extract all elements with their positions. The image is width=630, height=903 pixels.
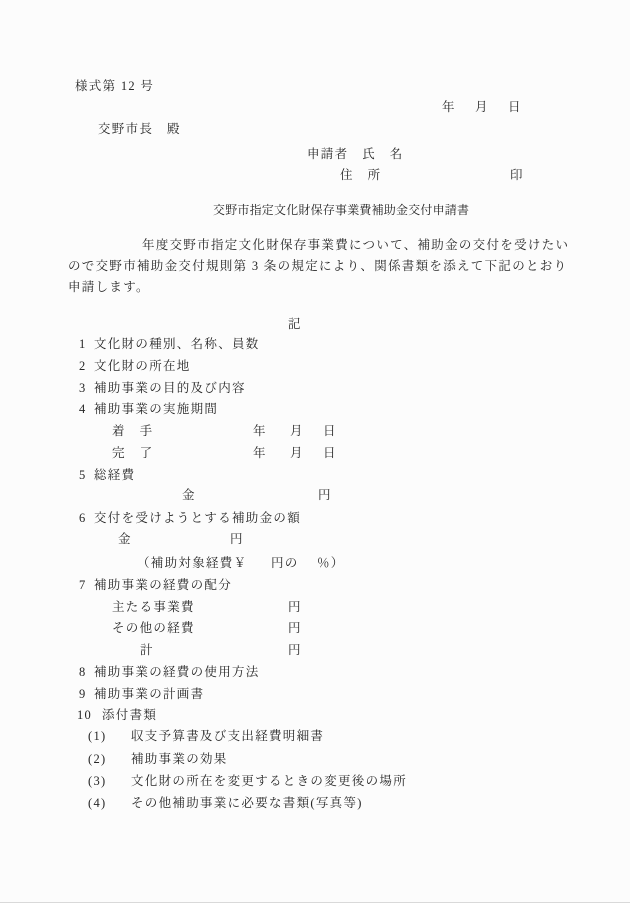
allocation-label: その他の経費 (112, 621, 195, 635)
note-prefix: （補助対象経費￥ (137, 556, 248, 570)
item-label: 添付書類 (102, 708, 158, 722)
item-1 (0, 337, 630, 353)
month-label: 月 (290, 424, 304, 438)
item-label: 補助事業の計画書 (94, 687, 205, 701)
allocation-row-other (0, 621, 630, 637)
item-number: 1 (79, 337, 87, 351)
attachment-label: 文化財の所在を変更するときの変更後の場所 (131, 774, 408, 788)
subsidy-amount-row (0, 532, 630, 548)
applicant-name-label: 申請者 氏 名 (307, 147, 404, 161)
day-label: 日 (323, 424, 337, 438)
item-3 (0, 381, 630, 397)
item-number: 8 (79, 665, 87, 679)
item-7 (0, 578, 630, 594)
attachment-label: 収支予算書及び支出経費明細書 (131, 729, 325, 743)
item-number: 5 (79, 468, 87, 482)
yen-unit-label: 円 (230, 532, 244, 546)
allocation-row-main (0, 600, 630, 616)
item-label: 交付を受けようとする補助金の額 (94, 511, 302, 525)
allocation-total-label: 計 (140, 643, 154, 657)
item-5 (0, 468, 630, 484)
month-label: 月 (475, 100, 489, 114)
item-6 (0, 511, 630, 527)
currency-prefix: 金 (118, 532, 132, 546)
attachment-2 (0, 752, 630, 768)
allocation-row-total (0, 643, 630, 659)
year-label: 年 (253, 446, 267, 460)
day-label: 日 (508, 100, 522, 114)
address-line (0, 168, 630, 184)
year-label: 年 (442, 100, 456, 114)
item-number: 7 (79, 578, 87, 592)
date-line (0, 100, 630, 116)
item-label: 補助事業の経費の使用方法 (94, 665, 260, 679)
item-label: 総経費 (94, 468, 136, 482)
item-number: 10 (77, 708, 93, 722)
month-label: 月 (290, 446, 304, 460)
item-label: 補助事業の目的及び内容 (94, 381, 246, 395)
completion-date-row (0, 446, 630, 462)
total-cost-amount-row (0, 488, 630, 504)
form-number: 様式第 12 号 (75, 79, 155, 93)
item-2 (0, 359, 630, 375)
item-number: 3 (79, 381, 87, 395)
attachment-number: (4) (88, 796, 107, 810)
item-label: 文化財の種別、名称、員数 (94, 337, 260, 351)
note-mid: 円の (271, 556, 299, 570)
start-date-row (0, 424, 630, 440)
completion-label: 完 了 (112, 446, 154, 460)
item-number: 6 (79, 511, 87, 525)
item-10 (0, 708, 630, 724)
currency-prefix: 金 (182, 488, 196, 502)
allocation-label: 主たる事業費 (112, 600, 195, 614)
record-heading: 記 (288, 317, 302, 331)
item-number: 9 (79, 687, 87, 701)
item-label: 補助事業の経費の配分 (94, 578, 233, 592)
item-9 (0, 687, 630, 703)
yen-unit-label: 円 (318, 488, 332, 502)
attachment-4 (0, 796, 630, 812)
attachment-3 (0, 774, 630, 790)
item-number: 2 (79, 359, 87, 373)
item-label: 文化財の所在地 (94, 359, 191, 373)
yen-unit-label: 円 (288, 643, 302, 657)
attachment-number: (1) (88, 729, 107, 743)
item-label: 補助事業の実施期間 (94, 402, 219, 416)
item-number: 4 (79, 402, 87, 416)
attachment-label: その他補助事業に必要な書類(写真等) (131, 796, 363, 810)
attachment-number: (2) (88, 752, 107, 766)
attachment-label: 補助事業の効果 (131, 752, 228, 766)
day-label: 日 (323, 446, 337, 460)
note-suffix: ％） (317, 556, 345, 570)
yen-unit-label: 円 (288, 621, 302, 635)
attachment-1 (0, 729, 630, 745)
start-label: 着 手 (112, 424, 154, 438)
intro-line-2: ので交野市補助金交付規則第 3 条の規定により、関係書類を添えて下記のとおり (68, 259, 568, 273)
address-label: 住 所 (340, 168, 382, 182)
intro-line-1: 年度交野市指定文化財保存事業費について、補助金の交付を受けたい (142, 238, 570, 252)
yen-unit-label: 円 (288, 600, 302, 614)
item-8 (0, 665, 630, 681)
seal-mark: 印 (510, 168, 524, 182)
subsidy-note-row (0, 556, 630, 572)
attachment-number: (3) (88, 774, 107, 788)
item-4 (0, 402, 630, 418)
intro-line-3: 申請します。 (68, 280, 150, 294)
year-label: 年 (253, 424, 267, 438)
addressee: 交野市長 殿 (98, 122, 181, 136)
document-title: 交野市指定文化財保存事業費補助金交付申請書 (213, 203, 470, 217)
